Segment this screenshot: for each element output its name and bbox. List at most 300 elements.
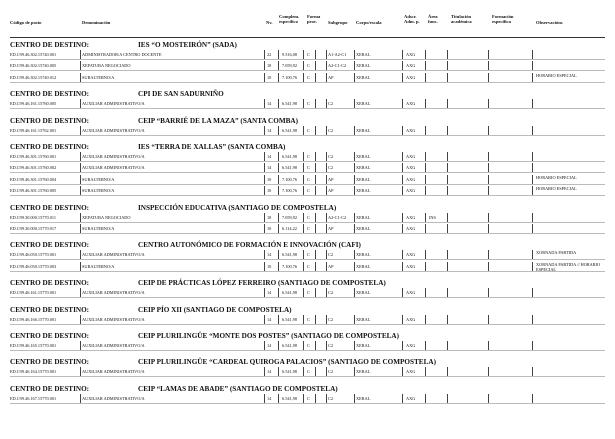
cell-obs: XORNADA PARTIDA (536, 250, 577, 256)
cell-code: ED.C99.46.161.15770.001 (10, 290, 57, 296)
cell-corpo: XERAL (356, 290, 371, 296)
cell-nivel: 14 (267, 252, 272, 258)
cell-denom: SUBALTERNO/A (82, 74, 115, 80)
column-divider (278, 99, 279, 108)
column-divider (278, 315, 279, 324)
column-divider (447, 163, 448, 172)
column-divider (315, 262, 316, 271)
column-divider (402, 99, 403, 108)
centro-label: CENTRO DE DESTINO: (10, 90, 90, 99)
cell-code: ED.C99.46.165.15770.001 (10, 343, 57, 348)
column-divider (532, 250, 533, 259)
column-divider (425, 394, 426, 403)
cell-comp: 6.541,98 (282, 316, 298, 322)
column-divider (278, 367, 279, 376)
column-divider (425, 186, 426, 195)
column-divider (354, 175, 355, 184)
column-divider (354, 126, 355, 135)
column-divider (315, 73, 316, 82)
cell-obs: XORNADA PARTIDA // HORARIO ESPECIAL (536, 261, 601, 272)
column-divider (425, 367, 426, 376)
column-divider (447, 394, 448, 403)
cell-comp: 7.100,76 (282, 74, 298, 80)
cell-sub: AP (328, 263, 334, 269)
column-divider (354, 250, 355, 259)
row-rule (10, 59, 605, 60)
column-divider (447, 61, 448, 70)
column-divider (402, 126, 403, 135)
cell-forma: C (307, 395, 310, 401)
column-divider (326, 367, 327, 376)
column-divider (80, 126, 81, 135)
table-row (10, 99, 605, 109)
column-divider (425, 288, 426, 297)
column-divider (315, 250, 316, 259)
column-divider (425, 341, 426, 350)
column-divider (315, 213, 316, 222)
centro-name: CENTRO AUTONÓMICO DE FORMACIÓN E INNOVACIÓN (CAFI) (138, 241, 361, 250)
column-divider (447, 175, 448, 184)
column-divider (80, 315, 81, 324)
column-divider (80, 224, 81, 233)
cell-code: ED.C99.30.000.15770.017 (10, 226, 57, 231)
cell-forma: C (307, 214, 310, 220)
column-divider (278, 250, 279, 259)
column-divider (278, 175, 279, 184)
column-divider (264, 250, 265, 259)
cell-nivel: 14 (267, 165, 272, 171)
table-row (10, 250, 605, 260)
cell-code: ED.C99.46.302.15740.005 (10, 63, 57, 69)
cell-code: ED.C99.46.161.15760.005 (10, 101, 57, 107)
table-row (10, 186, 605, 196)
column-divider (326, 186, 327, 195)
column-divider (303, 61, 304, 70)
column-divider (278, 73, 279, 82)
column-divider (402, 288, 403, 297)
column-divider (80, 99, 81, 108)
cell-sub: AP (328, 74, 334, 80)
centro-name: IES “O MOSTEIRÓN” (SADA) (138, 41, 237, 49)
cell-corpo: XERAL (356, 74, 371, 80)
column-divider (303, 315, 304, 324)
cell-sub: C2 (328, 343, 334, 348)
column-divider (488, 250, 489, 259)
column-divider (278, 163, 279, 172)
column-divider (425, 73, 426, 82)
cell-forma: C (307, 154, 310, 159)
cell-forma: C (307, 101, 310, 107)
column-divider (264, 288, 265, 297)
cell-adscr: AXG (406, 343, 416, 348)
cell-obs: HORARIO ESPECIAL (536, 186, 577, 192)
column-divider (264, 73, 265, 82)
row-rule (10, 184, 605, 185)
row-rule (10, 271, 605, 272)
table-row (10, 367, 605, 377)
row-rule (10, 324, 605, 325)
cell-adscr: AXG (406, 52, 416, 57)
header-complemento: Complem. específico (279, 14, 300, 25)
cell-code: ED.C99.30.000.15770.011 (10, 214, 57, 220)
column-divider (354, 50, 355, 59)
column-divider (532, 224, 533, 233)
column-divider (532, 50, 533, 59)
cell-adscr: AXG (406, 127, 416, 133)
column-divider (402, 394, 403, 403)
cell-nivel: 14 (267, 290, 272, 296)
column-divider (315, 163, 316, 172)
column-divider (315, 175, 316, 184)
cell-code: ED.C99.46.164.15770.001 (10, 369, 57, 375)
column-divider (326, 262, 327, 271)
header-subgrupo: Subgrupo (328, 20, 348, 25)
cell-corpo: XERAL (356, 127, 371, 133)
centro-name: CEIP “LAMAS DE ABADE” (SANTIAGO DE COMPOSTELA) (138, 384, 338, 393)
column-divider (447, 73, 448, 82)
column-divider (278, 126, 279, 135)
row-rule (10, 297, 605, 298)
column-divider (326, 175, 327, 184)
column-divider (425, 315, 426, 324)
row-rule (10, 233, 605, 234)
column-divider (264, 262, 265, 271)
centro-label: CENTRO DE DESTINO: (10, 332, 90, 340)
column-divider (303, 262, 304, 271)
cell-comp: 6.541,98 (282, 165, 298, 171)
column-divider (278, 262, 279, 271)
row-rule (10, 172, 605, 173)
centro-name: CEIP PÍO XII (SANTIAGO DE COMPOSTELA) (138, 305, 292, 314)
column-divider (303, 50, 304, 59)
column-divider (402, 367, 403, 376)
column-divider (402, 262, 403, 271)
column-divider (354, 262, 355, 271)
column-divider (326, 50, 327, 59)
column-divider (425, 99, 426, 108)
cell-comp: 6.541,98 (282, 343, 298, 348)
cell-denom: AUXILIAR ADMINISTRATIVO/A (82, 395, 145, 401)
column-divider (315, 152, 316, 161)
column-divider (264, 163, 265, 172)
cell-code: ED.C99.46.302.15740.001 (10, 52, 57, 57)
row-rule (10, 376, 605, 377)
column-divider (488, 394, 489, 403)
column-divider (264, 341, 265, 350)
cell-denom: SUBALTERNO/A (82, 176, 115, 182)
row-rule (10, 108, 605, 109)
row-rule (10, 135, 605, 136)
table-row (10, 262, 605, 272)
row-rule (10, 403, 605, 404)
column-divider (447, 367, 448, 376)
column-divider (80, 250, 81, 259)
cell-adscr: AXG (406, 154, 416, 159)
column-divider (488, 262, 489, 271)
cell-comp: 7.059,92 (282, 214, 298, 220)
cell-sub: C2 (328, 127, 334, 133)
cell-sub: A2-C1-C2 (328, 63, 347, 69)
column-divider (402, 163, 403, 172)
cell-forma: C (307, 188, 310, 194)
column-divider (402, 152, 403, 161)
cell-comp: 6.541,98 (282, 290, 298, 296)
column-divider (532, 73, 533, 82)
centro-name: CEIP “BARRIÉ DE LA MAZA” (SANTA COMBA) (138, 116, 298, 125)
cell-denom: ADMINISTRADOR/A CENTRO DOCENTE (82, 52, 162, 57)
column-divider (303, 288, 304, 297)
centro-name: CEIP PLURILINGÜE “MONTE DOS POSTES” (SANTIAGO DE COMPOSTELA) (138, 332, 399, 340)
column-divider (303, 213, 304, 222)
column-divider (80, 341, 81, 350)
column-divider (488, 186, 489, 195)
centro-label: CENTRO DE DESTINO: (10, 143, 90, 151)
centro-name: INSPECCIÓN EDUCATIVA (SANTIAGO DE COMPOSTELA) (138, 203, 337, 212)
column-divider (264, 367, 265, 376)
table-row (10, 61, 605, 71)
column-divider (354, 288, 355, 297)
cell-nivel: 14 (267, 316, 272, 322)
column-divider (532, 394, 533, 403)
row-rule (10, 259, 605, 260)
cell-forma: C (307, 369, 310, 375)
column-divider (354, 367, 355, 376)
column-divider (278, 213, 279, 222)
column-divider (315, 126, 316, 135)
table-row (10, 73, 605, 83)
cell-sub: C2 (328, 252, 334, 258)
centro-label: CENTRO DE DESTINO: (10, 41, 90, 49)
cell-corpo: XERAL (356, 252, 371, 258)
cell-denom: SUBALTERNO/A (82, 226, 115, 231)
table-row (10, 315, 605, 325)
cell-code: ED.C99.46.302.15740.012 (10, 74, 57, 80)
column-divider (326, 99, 327, 108)
column-divider (425, 250, 426, 259)
column-divider (264, 126, 265, 135)
table-row (10, 394, 605, 404)
column-divider (488, 341, 489, 350)
column-divider (315, 315, 316, 324)
column-divider (303, 394, 304, 403)
row-rule (10, 82, 605, 83)
table-header (0, 14, 615, 36)
column-divider (80, 367, 81, 376)
column-divider (488, 315, 489, 324)
header-formacion: Formación específica (492, 14, 514, 25)
cell-forma: C (307, 176, 310, 182)
column-divider (303, 175, 304, 184)
cell-obs: HORARIO ESPECIAL (536, 72, 577, 78)
column-divider (303, 99, 304, 108)
column-divider (425, 163, 426, 172)
column-divider (315, 394, 316, 403)
column-divider (488, 224, 489, 233)
cell-corpo: XERAL (356, 176, 371, 182)
column-divider (488, 50, 489, 59)
cell-code: ED.C99.46.161.15762.001 (10, 127, 57, 133)
cell-nivel: 14 (267, 343, 272, 348)
column-divider (354, 61, 355, 70)
cell-nivel: 14 (267, 154, 272, 159)
cell-denom: AUXILIAR ADMINISTRATIVO/A (82, 165, 145, 171)
cell-denom: AUXILIAR ADMINISTRATIVO/A (82, 369, 145, 375)
cell-denom: AUXILIAR ADMINISTRATIVO/A (82, 101, 145, 107)
column-divider (447, 315, 448, 324)
column-divider (303, 250, 304, 259)
column-divider (532, 341, 533, 350)
column-divider (402, 186, 403, 195)
centro-label: CENTRO DE DESTINO: (10, 305, 90, 314)
table-row (10, 341, 605, 351)
column-divider (315, 99, 316, 108)
column-divider (303, 163, 304, 172)
cell-forma: C (307, 343, 310, 348)
cell-comp: 6.541,98 (282, 127, 298, 133)
column-divider (354, 186, 355, 195)
header-denominacion: Denominación (82, 20, 111, 25)
column-divider (264, 186, 265, 195)
cell-corpo: XERAL (356, 188, 371, 194)
column-divider (488, 367, 489, 376)
column-divider (532, 126, 533, 135)
cell-adscr: AXG (406, 214, 416, 220)
column-divider (402, 213, 403, 222)
column-divider (488, 152, 489, 161)
column-divider (532, 262, 533, 271)
column-divider (425, 213, 426, 222)
cell-code: ED.C99.46.166.15770.001 (10, 316, 57, 322)
column-divider (303, 152, 304, 161)
cell-adscr: AXG (406, 252, 416, 258)
cell-corpo: XERAL (356, 214, 371, 220)
column-divider (303, 224, 304, 233)
cell-forma: C (307, 252, 310, 258)
cell-code: ED.C99.46.301.15760.005 (10, 188, 57, 194)
cell-corpo: XERAL (356, 165, 371, 171)
column-divider (447, 262, 448, 271)
cell-comp: 6.541,98 (282, 369, 298, 375)
column-divider (264, 315, 265, 324)
column-divider (326, 213, 327, 222)
column-divider (278, 224, 279, 233)
column-divider (532, 152, 533, 161)
column-divider (425, 50, 426, 59)
column-divider (80, 213, 81, 222)
column-divider (354, 163, 355, 172)
centro-label: CENTRO DE DESTINO: (10, 203, 90, 212)
cell-corpo: XERAL (356, 52, 371, 57)
column-divider (488, 61, 489, 70)
cell-sub: AP (328, 176, 334, 182)
cell-adscr: AXG (406, 395, 416, 401)
column-divider (264, 99, 265, 108)
header-rule (10, 37, 605, 38)
column-divider (402, 224, 403, 233)
column-divider (264, 175, 265, 184)
cell-nivel: 18 (267, 214, 272, 220)
cell-nivel: 14 (267, 369, 272, 375)
column-divider (303, 186, 304, 195)
cell-nivel: 22 (267, 52, 272, 57)
header-corpo: Corpo/escala (356, 20, 382, 25)
centro-name: CPI DE SAN SADURNIÑO (138, 90, 224, 99)
table-row (10, 175, 605, 185)
cell-sub: C2 (328, 165, 334, 171)
centro-label: CENTRO DE DESTINO: (10, 358, 90, 367)
header-area: Área func. (428, 14, 438, 25)
column-divider (447, 250, 448, 259)
column-divider (278, 394, 279, 403)
column-divider (425, 262, 426, 271)
cell-corpo: XERAL (356, 101, 371, 107)
column-divider (425, 152, 426, 161)
row-rule (10, 350, 605, 351)
centro-label: CENTRO DE DESTINO: (10, 241, 90, 250)
cell-comp: 6.541,98 (282, 252, 298, 258)
cell-corpo: XERAL (356, 395, 371, 401)
column-divider (354, 152, 355, 161)
cell-denom: SUBALTERNO/A (82, 263, 115, 269)
column-divider (80, 61, 81, 70)
column-divider (315, 61, 316, 70)
column-divider (80, 288, 81, 297)
column-divider (80, 73, 81, 82)
cell-nivel: 10 (267, 188, 272, 194)
cell-obs: HORARIO ESPECIAL (536, 174, 577, 180)
header-adscr: Adscr. Adm. p. (404, 14, 420, 25)
cell-denom: AUXILIAR ADMINISTRATIVO/A (82, 154, 145, 159)
header-forma: Forma prov. (307, 14, 321, 25)
column-divider (425, 224, 426, 233)
column-divider (315, 50, 316, 59)
column-divider (278, 61, 279, 70)
cell-corpo: XERAL (356, 63, 371, 69)
cell-adscr: AXG (406, 290, 416, 296)
header-titulacion: Titulación académica (451, 14, 472, 25)
cell-area: INS (429, 214, 436, 220)
cell-adscr: AXG (406, 369, 416, 375)
row-rule (10, 161, 605, 162)
cell-comp: 7.100,76 (282, 176, 298, 182)
cell-sub: A2-C1-C2 (328, 214, 347, 220)
column-divider (425, 126, 426, 135)
column-divider (354, 99, 355, 108)
cell-corpo: XERAL (356, 343, 371, 348)
cell-forma: C (307, 316, 310, 322)
cell-nivel: 18 (267, 63, 272, 69)
cell-sub: C2 (328, 369, 334, 375)
row-rule (10, 222, 605, 223)
cell-corpo: XERAL (356, 263, 371, 269)
column-divider (447, 224, 448, 233)
cell-corpo: XERAL (356, 316, 371, 322)
column-divider (80, 152, 81, 161)
column-divider (278, 50, 279, 59)
cell-comp: 7.100,76 (282, 263, 298, 269)
centro-name: CEIP DE PRÁCTICAS LÓPEZ FERREIRO (SANTIAGO DE COMPOSTELA) (138, 279, 386, 288)
column-divider (326, 126, 327, 135)
cell-forma: C (307, 52, 310, 57)
column-divider (402, 315, 403, 324)
cell-nivel: 10 (267, 226, 272, 231)
cell-comp: 6.541,98 (282, 154, 298, 159)
cell-sub: C2 (328, 101, 334, 107)
table-row (10, 50, 605, 60)
column-divider (402, 341, 403, 350)
column-divider (532, 213, 533, 222)
column-divider (402, 175, 403, 184)
